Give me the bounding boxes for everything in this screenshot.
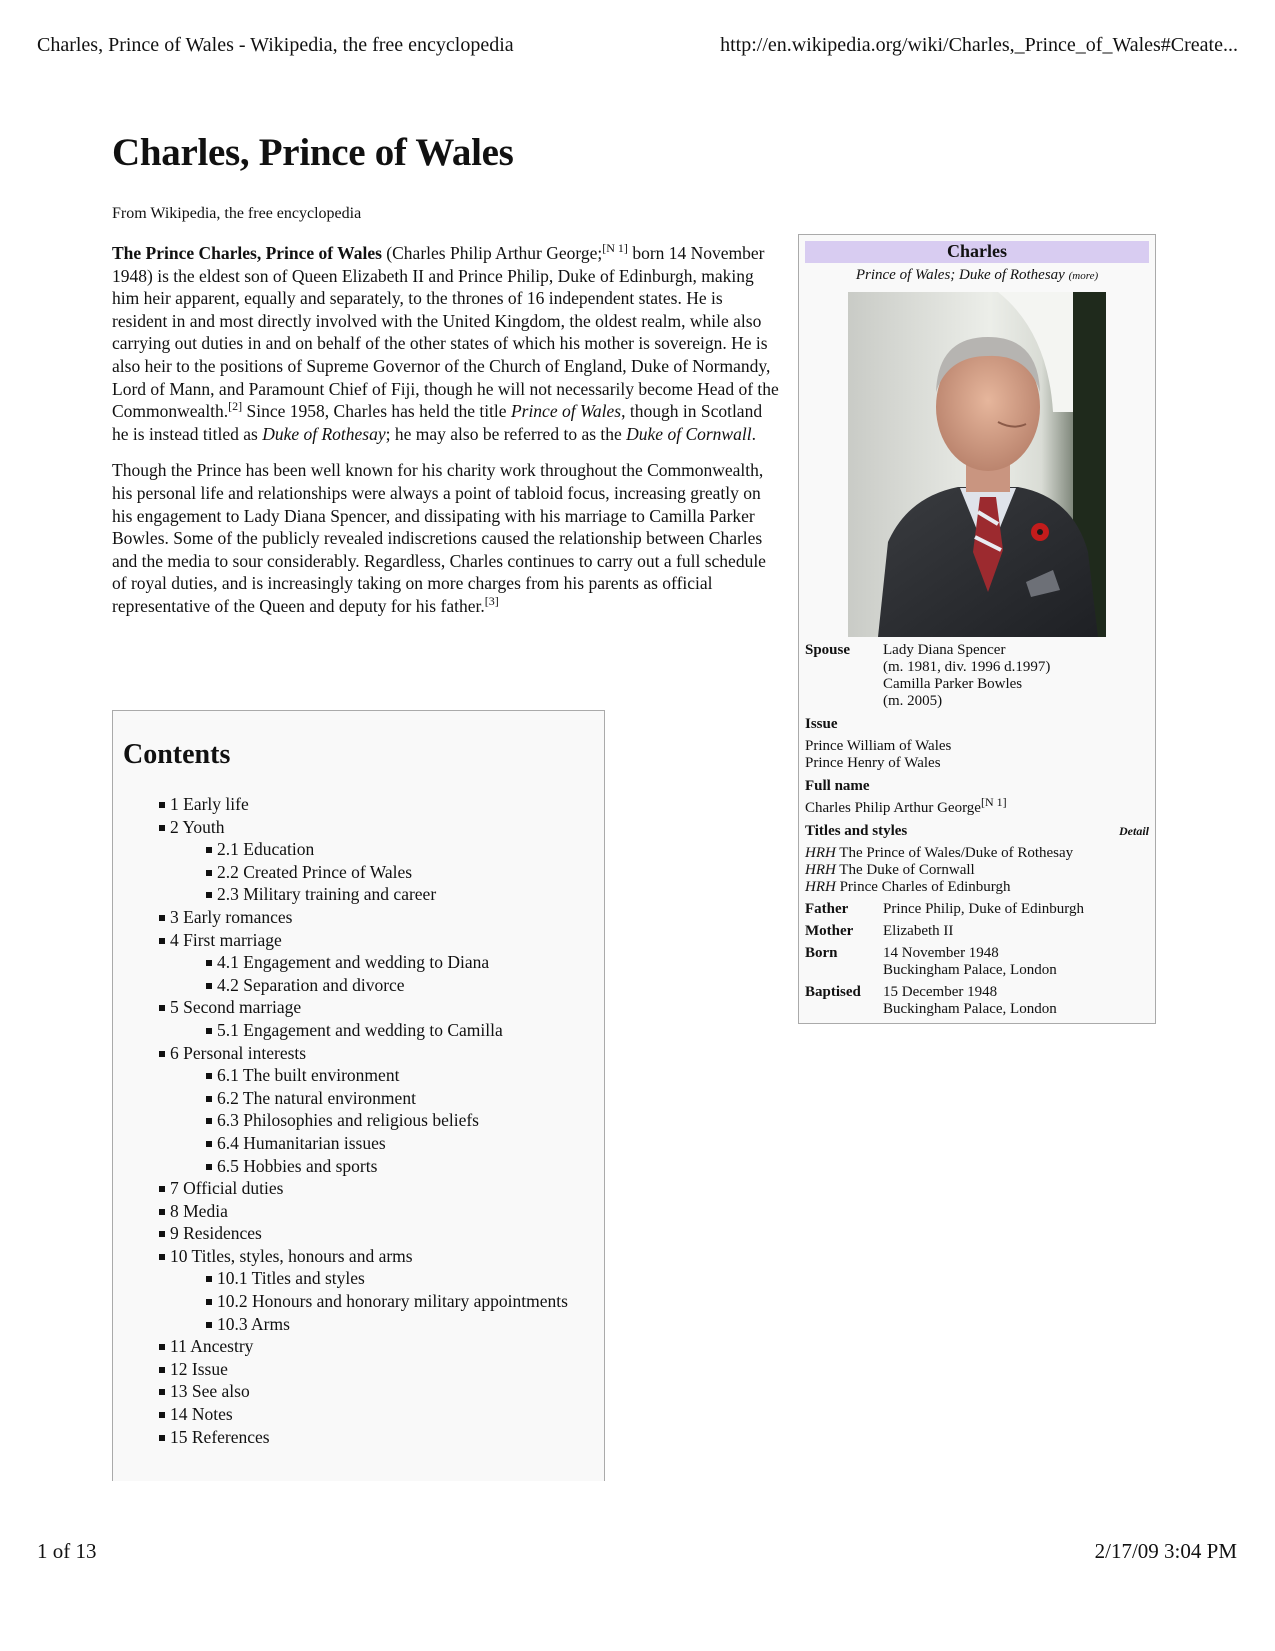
print-footer-timestamp: 2/17/09 3:04 PM [1094,1539,1237,1563]
toc-item[interactable]: 10.1 Titles and styles [123,1267,594,1290]
footnote-link[interactable]: [N 1] [602,241,628,256]
born-date: 14 November 1948 [883,945,999,961]
hrh-abbr[interactable]: HRH [805,845,836,861]
toc-item[interactable]: 2.3 Military training and career [123,883,594,906]
infobox-father-row [805,901,1149,918]
subject-name: The Prince Charles, Prince of Wales [112,243,382,263]
toc-item[interactable]: 6.2 The natural environment [123,1087,594,1110]
toc-item[interactable]: 3 Early romances [123,906,594,929]
baptised-place-link[interactable]: Buckingham Palace, London [883,1001,1057,1017]
lead-text: . [751,423,756,444]
infobox-subtitle-text: Prince of Wales; Duke of Rothesay [855,267,1065,283]
baptised-value [883,984,1149,1018]
issue-link[interactable]: Prince William of Wales [805,738,952,754]
hrh-abbr[interactable]: HRH [805,879,836,895]
toc-item[interactable]: 10 Titles, styles, honours and arms [123,1245,594,1268]
titles-list [805,845,1149,896]
toc-item[interactable]: 6.1 The built environment [123,1064,594,1087]
toc-title: Contents [123,739,231,770]
toc-item[interactable]: 10.2 Honours and honorary military appointments [123,1290,594,1313]
title-text: The Prince of Wales/Duke of Rothesay [835,845,1074,861]
lead-paragraph-1 [112,242,780,445]
titles-header [805,823,1149,840]
lead-text: Though the Prince has been well known for his charity work throughout the Commonwealth, his personal life and relationships were always a point of tabloid focus, increasing greatly on his engagement to Lady Diana Spencer, and dissipating with his marriage to Camilla Parker Bowles. Some of the publicly revealed indiscretions caused the relationship between Charles and the media to sour considerably. Regardless, Charles continues to carry out a full schedule of royal duties, and is increasingly taking on more charges from his parents as official representative of the Queen and deputy for his father. [112,460,766,616]
toc-item[interactable]: 4 First marriage [123,929,594,952]
toc-item[interactable]: 14 Notes [123,1403,594,1426]
toc-item[interactable]: 6.4 Humanitarian issues [123,1132,594,1155]
spouse-link[interactable]: Camilla Parker Bowles [883,676,1023,692]
toc-item[interactable]: 10.3 Arms [123,1313,594,1336]
lead-paragraph-2 [112,459,780,617]
fullname-text: Charles Philip Arthur George [805,800,981,816]
toc-item[interactable]: 6.5 Hobbies and sports [123,1155,594,1178]
title-entry [805,862,1149,879]
infobox-mother-row [805,923,1149,940]
infobox-subtitle [805,267,1149,285]
toc-item[interactable]: 8 Media [123,1200,594,1223]
toc-item[interactable]: 7 Official duties [123,1177,594,1200]
father-link[interactable]: Prince Philip, Duke of Edinburgh [883,901,1084,917]
titles-label: Titles and styles [805,823,908,839]
toc-item[interactable]: 6.3 Philosophies and religious beliefs [123,1109,594,1132]
toc-item[interactable]: 2 Youth [123,816,594,839]
spouse-note: (m. 1981, div. 1996 d.1997) [883,659,1051,675]
print-footer-page-count: 1 of 13 [37,1539,97,1563]
title-text: Prince Charles of Edinburgh [835,879,1011,895]
footnote-link[interactable]: [N 1] [980,795,1007,809]
baptised-date: 15 December 1948 [883,984,998,1000]
reference-link[interactable]: [3] [484,594,499,609]
article-lead [112,242,780,632]
issue-link[interactable]: Prince Henry of Wales [805,755,941,771]
toc-item[interactable]: 1 Early life [123,793,594,816]
infobox-born-row [805,945,1149,979]
spouse-link[interactable]: Lady Diana Spencer [883,642,1006,658]
mother-label: Mother [805,923,854,939]
title-duke-of-rothesay: Duke of Rothesay [262,423,386,444]
spouse-value [883,642,1149,710]
born-place-link[interactable]: Buckingham Palace, London [883,962,1057,978]
baptised-label: Baptised [805,984,861,1000]
fullname-label-text: Full name [805,778,870,794]
detail-link[interactable]: Detail [1119,824,1149,838]
page-tagline: From Wikipedia, the free encyclopedia [112,205,362,222]
lead-text: , though in Scotland he is instead titled as [112,401,763,444]
lead-text: ; he may also be referred to as the [385,423,627,444]
toc-item[interactable]: 4.2 Separation and divorce [123,974,594,997]
title-prince-of-wales: Prince of Wales [510,401,622,422]
spouse-label: Spouse [805,642,851,658]
print-header-url: http://en.wikipedia.org/wiki/Charles,_Prince_of_Wales#Create... [720,34,1238,56]
more-link[interactable]: (more) [1068,270,1099,282]
born-value [883,945,1149,979]
infobox-spouse-row [805,642,1149,710]
toc-item[interactable]: 15 References [123,1426,594,1449]
issue-label-text: Issue [805,716,838,732]
reference-link[interactable]: [2] [228,399,243,414]
toc-item[interactable]: 6 Personal interests [123,1042,594,1065]
hrh-abbr[interactable]: HRH [805,862,836,878]
toc-item[interactable]: 5.1 Engagement and wedding to Camilla [123,1019,594,1042]
father-label: Father [805,901,849,917]
lead-text: (Charles Philip Arthur George; [381,243,603,263]
portrait-photo [848,292,1106,637]
infobox-name: Charles [805,241,1149,263]
toc-item[interactable]: 4.1 Engagement and wedding to Diana [123,951,594,974]
fullname-value [805,795,1149,817]
infobox-baptised-row [805,984,1149,1018]
mother-link[interactable]: Elizabeth II [883,923,954,939]
page-title: Charles, Prince of Wales [112,131,514,174]
born-label: Born [805,945,838,961]
toc-item[interactable]: 9 Residences [123,1222,594,1245]
title-entry [805,845,1149,862]
spouse-note: (m. 2005) [883,693,943,709]
title-entry [805,879,1149,896]
toc-item[interactable]: 5 Second marriage [123,996,594,1019]
toc-list [123,793,594,1448]
toc-item[interactable]: 13 See also [123,1380,594,1403]
fullname-label [805,778,1149,795]
toc-item[interactable]: 2.1 Education [123,838,594,861]
table-of-contents [112,710,605,1481]
title-duke-of-cornwall: Duke of Cornwall [626,423,752,444]
toc-item[interactable]: 11 Ancestry [123,1335,594,1358]
lead-text: Since 1958, Charles has held the title [242,401,511,422]
issue-list [805,738,1149,772]
toc-item[interactable]: 12 Issue [123,1358,594,1381]
print-header-title: Charles, Prince of Wales - Wikipedia, the free encyclopedia [37,34,514,56]
issue-label [805,716,1149,733]
infobox [798,234,1156,1024]
toc-item[interactable]: 2.2 Created Prince of Wales [123,861,594,884]
lead-text: born 14 November 1948) is the eldest son of Queen Elizabeth II and Prince Philip, Duke of Edinburgh, making him heir apparent, equally and separately, to the thrones of 16 independent states. He is resident in and most directly involved with the United Kingdom, the oldest realm, while also carrying out duties in and on behalf of the other states of which his mother is sovereign. He is also heir to the positions of Supreme Governor of the Church of England, Duke of Normandy, Lord of Mann, and Paramount Chief of Fiji, though he will not necessarily become Head of the Commonwealth. [112,243,779,422]
title-text: The Duke of Cornwall [835,862,975,878]
